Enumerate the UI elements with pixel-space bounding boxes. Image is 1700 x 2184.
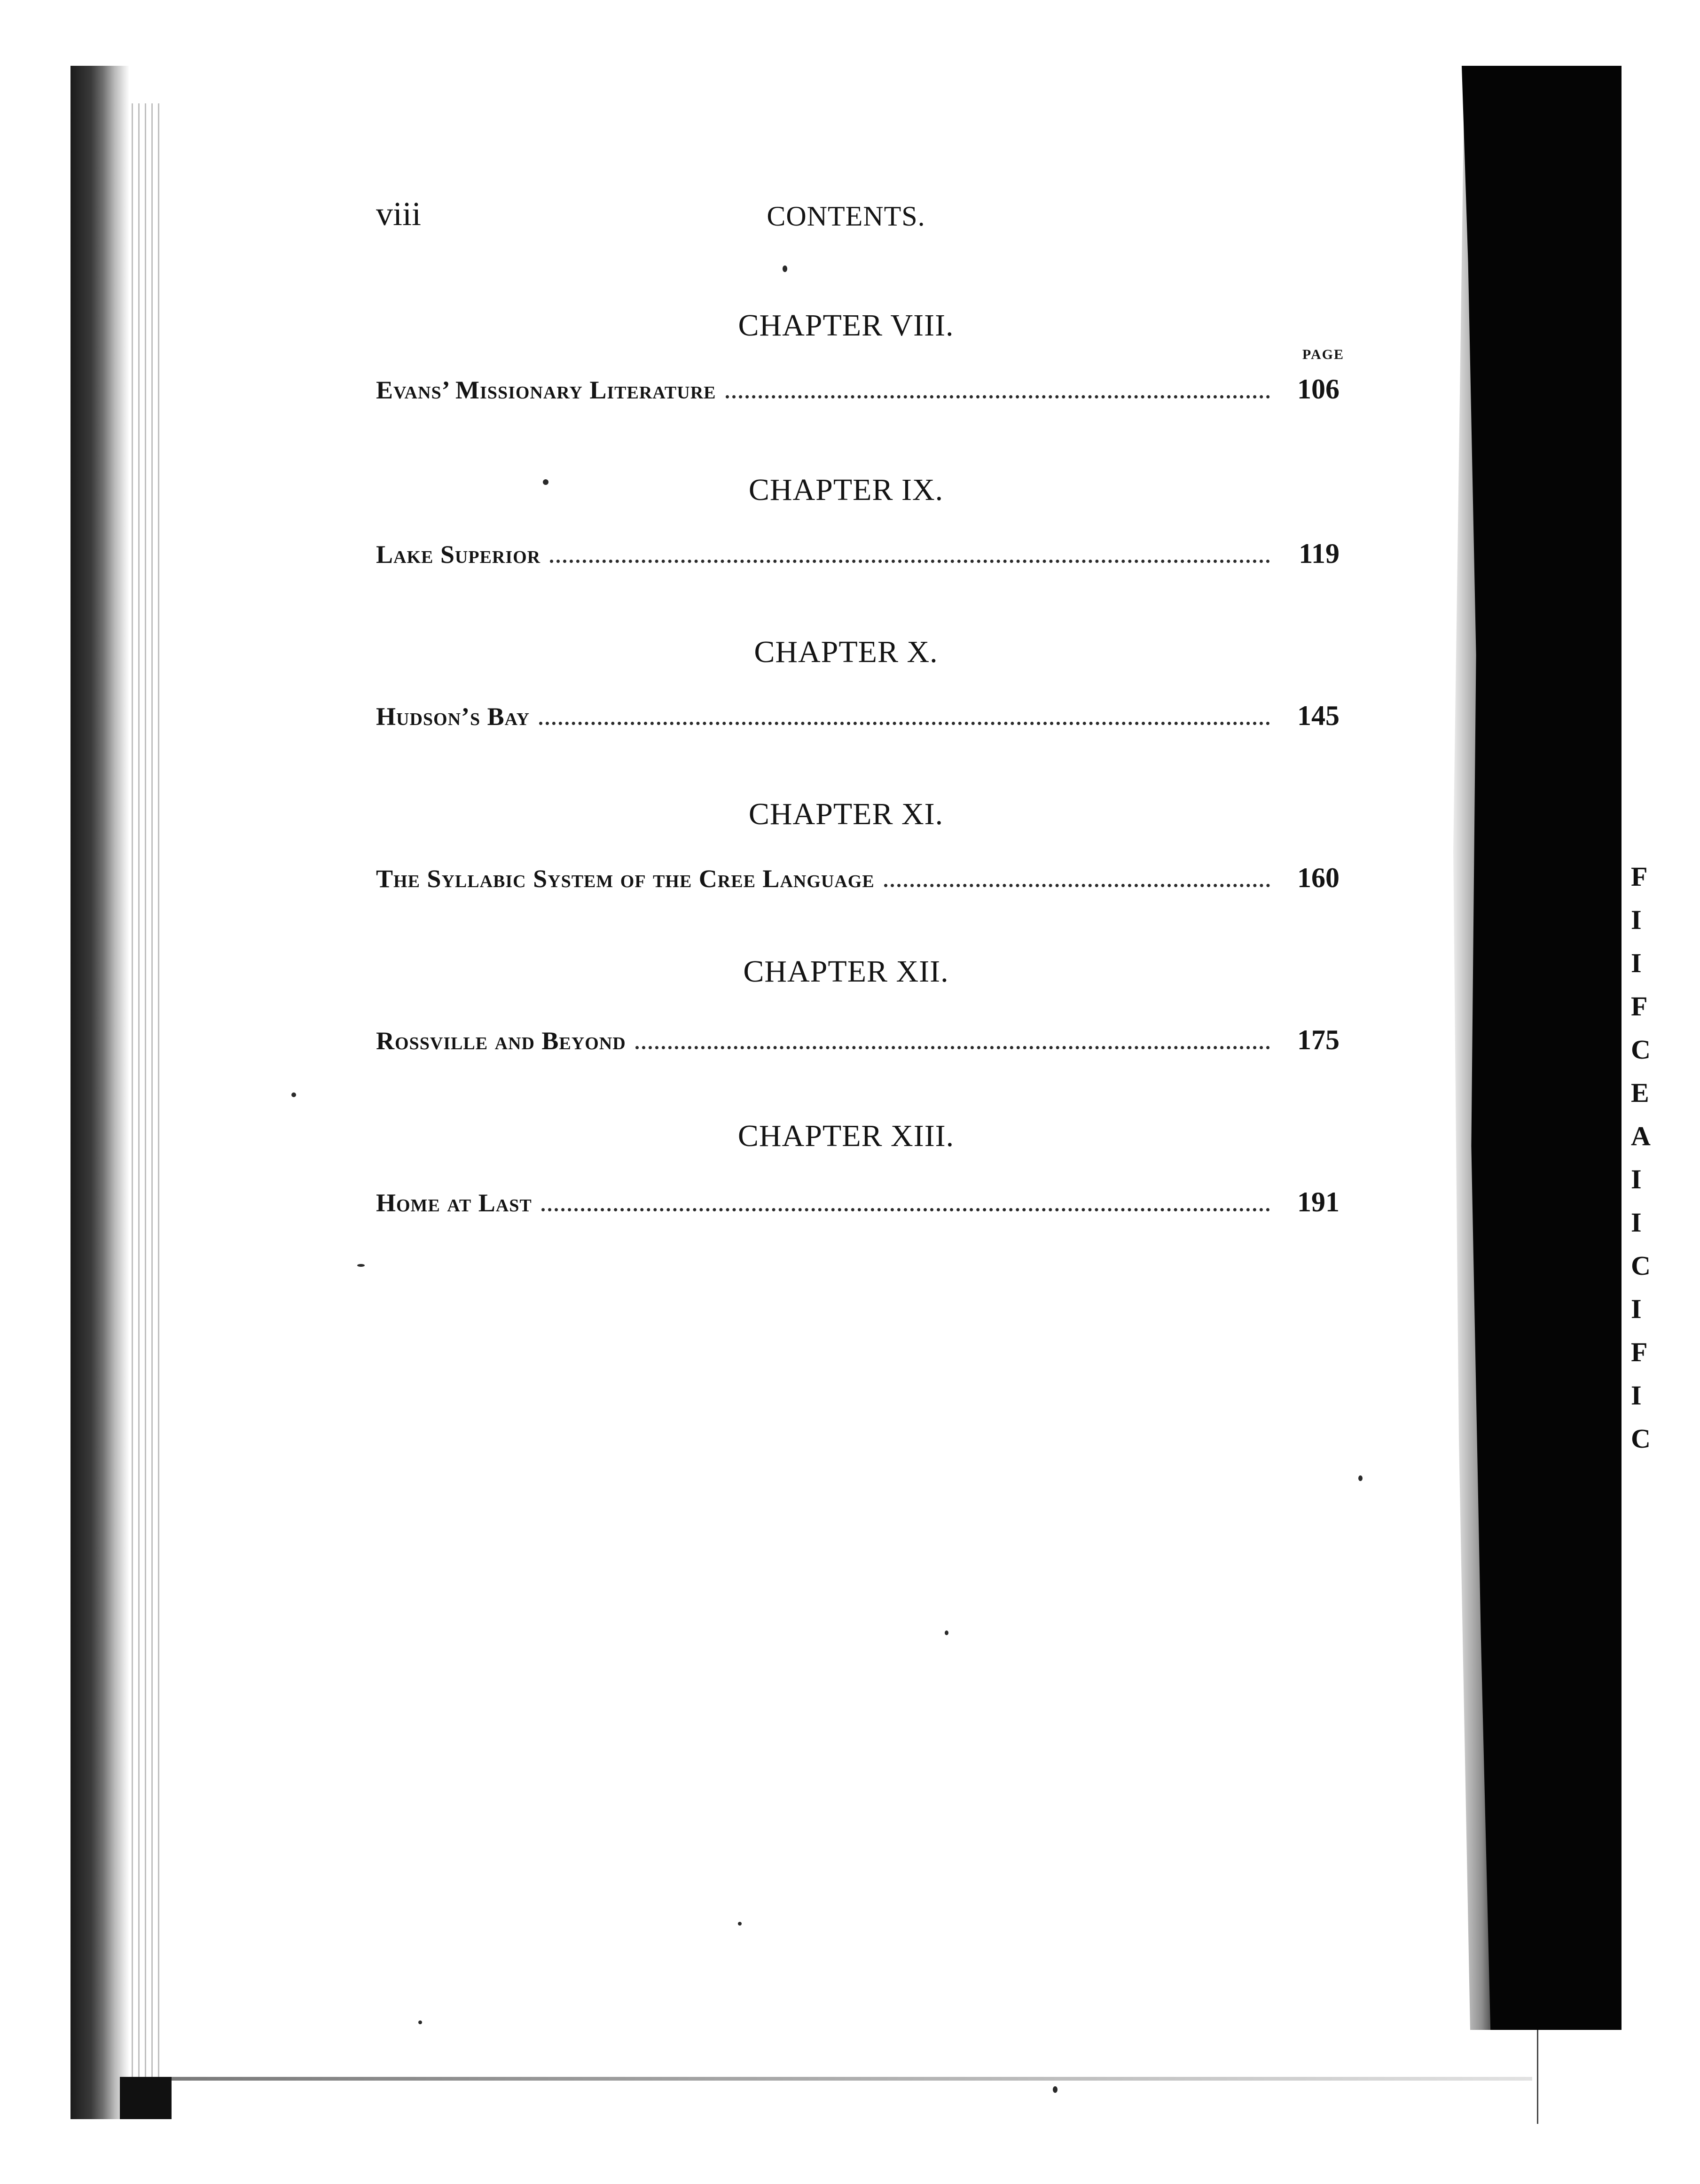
- next-page-edge-letters: [1631, 855, 1687, 1460]
- edge-letter: I: [1631, 1164, 1642, 1194]
- spine-bottom-gap: [1537, 2030, 1623, 2124]
- toc-entry-page: 106: [1297, 374, 1340, 405]
- running-head: CONTENTS.: [767, 201, 925, 232]
- scan-speck: [783, 265, 787, 272]
- edge-letter: I: [1631, 948, 1642, 978]
- dot-leader: [884, 884, 1270, 887]
- toc-entry-page: 175: [1297, 1024, 1340, 1055]
- chapter-heading: CHAPTER XII.: [743, 954, 949, 989]
- toc-entry-title: The Syllabic System of the Cree Language: [376, 865, 875, 893]
- dot-leader: [539, 722, 1270, 725]
- scan-speck: [291, 1092, 296, 1097]
- scan-speck: [543, 479, 548, 485]
- toc-entry-title: Rossville and Beyond: [376, 1027, 626, 1055]
- toc-entry[interactable]: [376, 1024, 1340, 1056]
- edge-letter: E: [1631, 1077, 1649, 1108]
- edge-letter: I: [1631, 905, 1642, 935]
- binding-edge-lines: [132, 103, 160, 2100]
- edge-letter: F: [1631, 861, 1648, 892]
- spine-shadow: [1462, 66, 1622, 2030]
- toc-entry-page: 160: [1297, 862, 1340, 893]
- toc-entry[interactable]: [376, 374, 1340, 406]
- chapter-heading: CHAPTER XI.: [748, 797, 944, 831]
- edge-letter: C: [1631, 1423, 1651, 1454]
- dot-leader: [635, 1046, 1270, 1049]
- toc-entry-title: Evans’ Missionary Literature: [376, 376, 716, 404]
- edge-letter: I: [1631, 1207, 1642, 1238]
- edge-letter: C: [1631, 1250, 1651, 1281]
- chapter-heading: CHAPTER VIII.: [738, 308, 954, 343]
- toc-entry[interactable]: [376, 862, 1340, 894]
- page-corner-shadow: [120, 2077, 172, 2119]
- page-column-label: PAGE: [1302, 347, 1344, 362]
- dot-leader: [550, 560, 1270, 563]
- toc-entry[interactable]: [376, 1186, 1340, 1218]
- edge-letter: I: [1631, 1294, 1642, 1324]
- chapter-heading: CHAPTER XIII.: [737, 1119, 955, 1153]
- edge-letter: C: [1631, 1034, 1651, 1065]
- scan-speck: [357, 1264, 365, 1267]
- scan-speck: [945, 1630, 948, 1635]
- scan-speck: [1053, 2086, 1058, 2093]
- dot-leader: [726, 395, 1270, 398]
- binding-shadow: [71, 66, 129, 2119]
- edge-letter: F: [1631, 1337, 1648, 1367]
- toc-entry-page: 145: [1297, 700, 1340, 731]
- dot-leader: [541, 1208, 1270, 1211]
- toc-entry-title: Hudson’s Bay: [376, 702, 530, 731]
- toc-entry-title: Home at Last: [376, 1189, 532, 1217]
- chapter-heading: CHAPTER IX.: [748, 473, 944, 507]
- chapter-heading: CHAPTER X.: [754, 635, 938, 669]
- edge-letter: I: [1631, 1380, 1642, 1411]
- toc-entry[interactable]: [376, 700, 1340, 732]
- toc-entry[interactable]: [376, 538, 1340, 570]
- edge-letter: A: [1631, 1121, 1651, 1151]
- folio-page-number: viii: [376, 195, 422, 233]
- toc-entry-title: Lake Superior: [376, 540, 541, 569]
- scan-speck: [738, 1922, 742, 1926]
- toc-entry-page: 191: [1297, 1186, 1340, 1217]
- toc-entry-page: 119: [1299, 538, 1340, 569]
- page-bottom-edge: [122, 2077, 1532, 2081]
- scan-speck: [418, 2020, 422, 2024]
- edge-letter: F: [1631, 991, 1648, 1022]
- scan-speck: [1358, 1475, 1363, 1481]
